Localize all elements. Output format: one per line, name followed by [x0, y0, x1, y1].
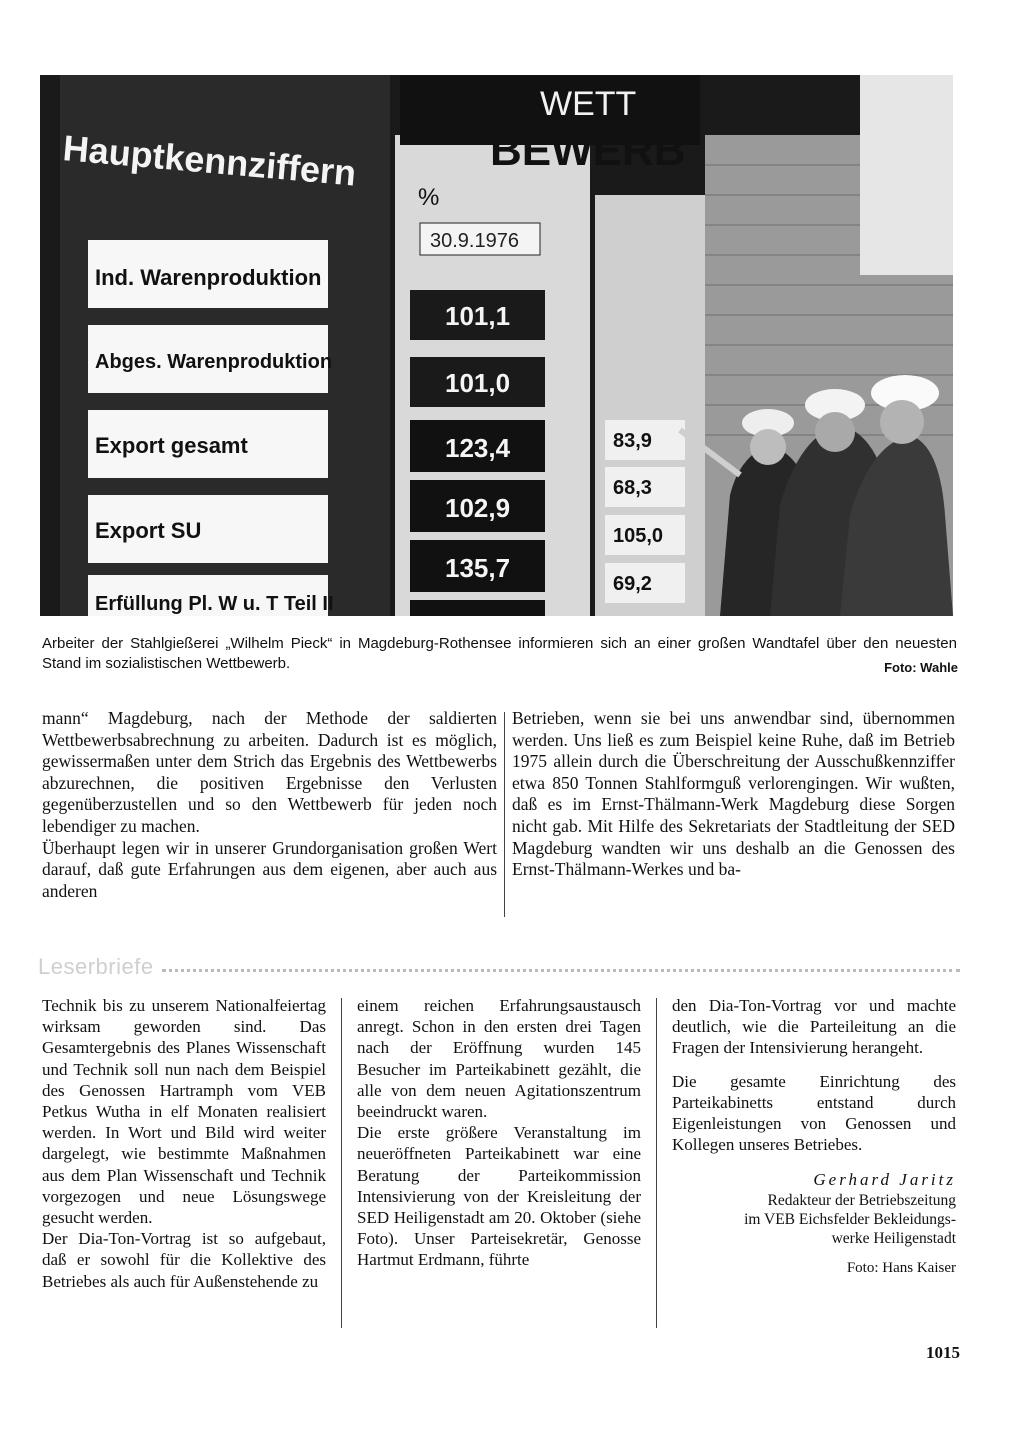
letter-paragraph: Die gesamte Einrichtung des Parteikabinetts entstand durch Eigenleistungen von Genossen und Kollegen unseres Betriebes.: [672, 1071, 956, 1155]
board-row-label: Ind. Warenproduktion: [95, 265, 322, 290]
board-value: 101,0: [445, 368, 511, 398]
letter-paragraph: einem reichen Erfahrungsaustausch anregt. Schon in den ersten drei Tagen nach der Eröffnung wurden 145 Besucher im Parteikabinett gezählt, die alle von dem neuen Agitationszentrum beeindruckt waren.: [357, 996, 641, 1122]
letter-paragraph: Die erste größere Veranstaltung im neueröffneten Parteikabinett war eine Beratung der Parteikommission Intensivierung von der Kreisleitung der SED Heiligenstadt am 20. Oktober (siehe Foto). Unser Parteisekretär, Genosse Hartmut Erdmann, führte: [357, 1123, 641, 1270]
section-rule: [162, 969, 960, 972]
board-value-2: 68,3: [613, 477, 652, 499]
board-date: 30.9.1976: [430, 230, 519, 252]
letter-paragraph: den Dia-Ton-Vortrag vor und machte deutlich, wie die Parteileitung an die Fragen der Intensivierung herangeht.: [672, 996, 956, 1058]
board-row-label: Erfüllung Pl. W u. T Teil II: [95, 593, 334, 615]
board-value-2: 105,0: [613, 525, 664, 547]
board-row-label: Abges. Warenproduktion: [95, 351, 333, 373]
board-value-2: 83,9: [613, 430, 652, 452]
letter-photo-credit: Foto: Hans Kaiser: [846, 1259, 956, 1276]
photo-caption: Arbeiter der Stahlgießerei „Wilhelm Pieck“ in Magdeburg-Rothensee informieren sich an einer großen Wandtafel über den neuesten Stand im sozialistischen Wettbewerb.: [42, 635, 957, 672]
letters-column-1: [42, 995, 326, 1292]
board-title: Hauptkennziffern: [61, 127, 358, 194]
board-row-label: Export gesamt: [95, 433, 248, 458]
article-column-right: [512, 708, 955, 881]
board-row-label: Export SU: [95, 518, 202, 543]
board-value-2: 69,2: [613, 573, 652, 595]
section-title: Leserbriefe: [38, 954, 154, 979]
article-paragraph: Überhaupt legen wir in unserer Grundorganisation großen Wert darauf, daß gute Erfahrungen aus dem eigenen, aber auch aus anderen: [42, 837, 497, 901]
photo-credit: Foto: Wahle: [884, 660, 958, 675]
board-value: 102,9: [445, 493, 511, 523]
board-header-bottom: BEWERB: [490, 126, 686, 175]
article-paragraph: Betrieben, wenn sie bei uns anwendbar sind, übernommen werden. Uns ließ es zum Beispiel keine Ruhe, daß im Betrieb 1975 allein durch die Überschreitung der Ausschußkennziffer etwa 850 Tonnen Stahlformguß verlorengingen. Wir wußten, daß es im Ernst-Thälmann-Werk Magdeburg diese Sorgen nicht gab. Mit Hilfe des Sekretariats der Stadtleitung der SED Magdeburg wandten wir uns deshalb an die Genossen des Ernst-Thälmann-Werkes und ba-: [512, 708, 955, 880]
letters-column-2: [357, 995, 641, 1271]
author-role: im VEB Eichsfelder Bekleidungs-: [744, 1210, 956, 1228]
board-value: 135,7: [445, 553, 511, 583]
author-signature: Gerhard Jaritz: [813, 1170, 956, 1190]
board-value: 101,1: [445, 301, 511, 331]
article-column-left: [42, 708, 497, 902]
board-header-top: WETT: [540, 85, 637, 123]
letter-paragraph: Der Dia-Ton-Vortrag ist so aufgebaut, daß er sowohl für die Kollektive des Betriebes als auch für Außenstehende zu: [42, 1229, 326, 1291]
author-role: Redakteur der Betriebszeitung: [767, 1191, 956, 1209]
article-paragraph: mann“ Magdeburg, nach der Methode der saldierten Wettbewerbsabrechnung zu arbeiten. Dadurch ist es möglich, gewissermaßen unter dem Strich das Ergebnis des Wettbewerbs abzurechnen, die positiven Ergebnisse den Verlusten gegenüberzustellen und so den Wettbewerb für jeden noch lebendiger zu machen.: [42, 708, 497, 836]
section-header: [38, 952, 960, 982]
letter-paragraph: Technik bis zu unserem Nationalfeiertag wirksam geworden sind. Das Gesamtergebnis des Planes Wissenschaft und Technik soll nun nach dem Beispiel des Genossen Hartramph vom VEB Petkus Wutha in elf Monaten realisiert werden. In Wort und Bild wird weiter dargelegt, wie bestimmte Maßnahmen aus dem Plan Wissenschaft und Technik vorgezogen und neue Lösungswege gesucht werden.: [42, 996, 326, 1228]
page-number: 1015: [926, 1343, 960, 1362]
column-divider: [341, 998, 342, 1328]
letters-column-3: [672, 995, 956, 1279]
author-role: werke Heiligenstadt: [831, 1229, 956, 1247]
board-percent: %: [418, 184, 440, 211]
column-divider: [656, 998, 657, 1328]
column-divider: [504, 712, 505, 917]
board-value: 123,4: [445, 433, 511, 463]
article-photo: [40, 75, 953, 616]
